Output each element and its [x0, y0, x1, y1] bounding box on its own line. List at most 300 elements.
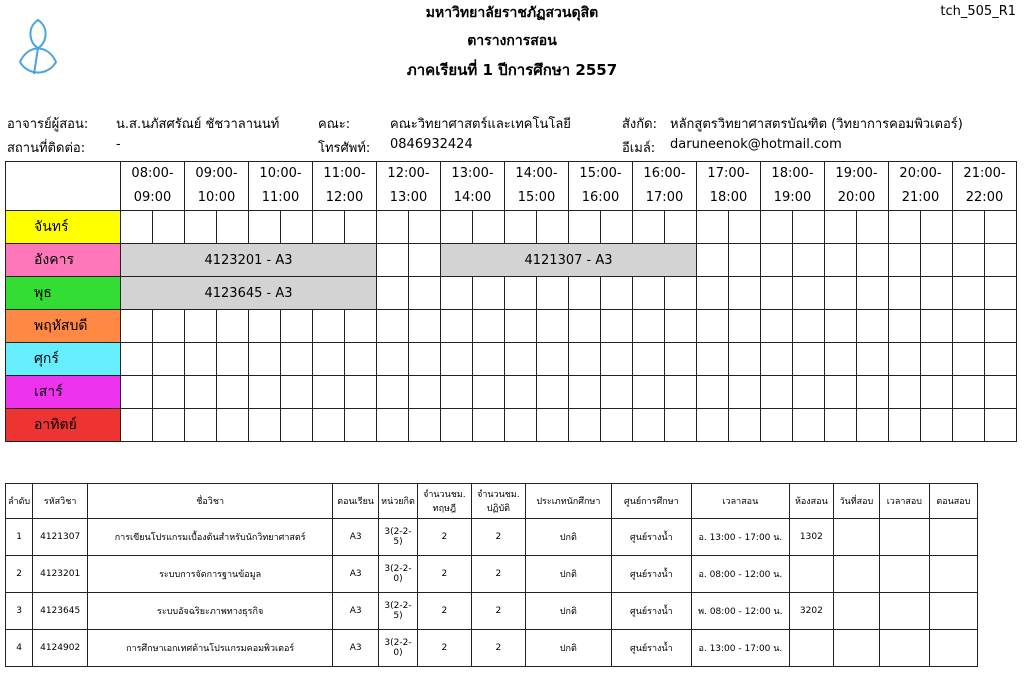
email-value: daruneenok@hotmail.com — [670, 137, 842, 152]
empty-cell — [313, 376, 345, 409]
empty-cell — [121, 376, 153, 409]
empty-cell — [185, 376, 217, 409]
day-row — [6, 244, 1017, 277]
empty-cell — [889, 310, 921, 343]
empty-cell — [633, 277, 665, 310]
course-header-cell: รหัสวิชา — [33, 484, 88, 519]
time-slot-start: 15:00- — [579, 166, 622, 181]
empty-cell — [473, 277, 505, 310]
empty-cell — [921, 244, 953, 277]
day-label: อังคาร — [6, 244, 121, 277]
empty-cell — [601, 343, 633, 376]
university-name: มหาวิทยาลัยราชภัฏสวนดุสิต — [425, 5, 599, 21]
empty-cell — [633, 211, 665, 244]
empty-cell — [441, 310, 473, 343]
course-header-cell: ตอนเรียน — [333, 484, 379, 519]
empty-cell — [825, 277, 857, 310]
time-slot-end: 18:00 — [709, 190, 748, 205]
instructor-label: อาจารย์ผู้สอน: — [7, 117, 89, 132]
empty-cell — [665, 310, 697, 343]
empty-cell — [921, 277, 953, 310]
empty-cell — [633, 376, 665, 409]
empty-cell — [761, 343, 793, 376]
empty-cell — [217, 376, 249, 409]
course-cell: A3 — [333, 519, 379, 556]
time-slot-start: 12:00- — [387, 166, 430, 181]
time-slot-end: 16:00 — [581, 190, 620, 205]
course-cell: 3202 — [789, 593, 833, 630]
department-value: หลักสูตรวิทยาศาสตรบัณฑิต (วิทยาการคอมพิวเตอร์) — [670, 117, 963, 132]
empty-cell — [729, 376, 761, 409]
day-row — [6, 376, 1017, 409]
course-cell: 4124902 — [33, 630, 88, 667]
empty-cell — [409, 409, 441, 442]
course-cell: 2 — [471, 593, 525, 630]
empty-cell — [441, 211, 473, 244]
empty-cell — [185, 343, 217, 376]
empty-cell — [857, 211, 889, 244]
empty-cell — [249, 343, 281, 376]
empty-cell — [633, 343, 665, 376]
course-header-cell: ห้องสอน — [789, 484, 833, 519]
empty-cell — [281, 310, 313, 343]
day-label: เสาร์ — [6, 376, 121, 409]
time-slot-end: 09:00 — [133, 190, 172, 205]
empty-cell — [569, 343, 601, 376]
empty-cell — [697, 409, 729, 442]
empty-cell — [793, 409, 825, 442]
empty-cell — [153, 409, 185, 442]
empty-cell — [505, 211, 537, 244]
empty-cell — [377, 277, 409, 310]
empty-cell — [537, 376, 569, 409]
empty-cell — [569, 376, 601, 409]
empty-cell — [377, 244, 409, 277]
time-slot-header — [249, 162, 313, 211]
document-id: tch_505_R1 — [940, 4, 1016, 19]
course-cell: พ. 08:00 - 12:00 น. — [691, 593, 789, 630]
course-header-cell: ศูนย์การศึกษา — [611, 484, 691, 519]
course-cell: ปกติ — [525, 593, 611, 630]
empty-cell — [345, 409, 377, 442]
course-cell: 3(2-2-5) — [379, 593, 418, 630]
faculty-label: คณะ: — [318, 117, 351, 132]
course-cell: 3 — [6, 593, 33, 630]
empty-cell — [857, 244, 889, 277]
empty-cell — [857, 343, 889, 376]
empty-cell — [185, 211, 217, 244]
time-slot-end: 13:00 — [389, 190, 428, 205]
time-slot-header — [697, 162, 761, 211]
time-slot-header — [761, 162, 825, 211]
empty-cell — [537, 211, 569, 244]
time-slot-end: 12:00 — [325, 190, 364, 205]
course-cell: การศึกษาเอกเทศด้านโปรแกรมคอมพิวเตอร์ — [88, 630, 333, 667]
course-row — [6, 519, 978, 556]
course-cell: A3 — [333, 556, 379, 593]
course-cell: 2 — [471, 556, 525, 593]
course-cell: การเขียนโปรแกรมเบื้องต้นสำหรับนักวิทยาศาสตร์ — [88, 519, 333, 556]
empty-cell — [953, 244, 985, 277]
empty-cell — [889, 244, 921, 277]
empty-cell — [953, 310, 985, 343]
empty-cell — [377, 211, 409, 244]
time-slot-header — [889, 162, 953, 211]
course-header-cell: ลำดับ — [6, 484, 33, 519]
course-cell: 4121307 — [33, 519, 88, 556]
course-cell: อ. 13:00 - 17:00 น. — [691, 630, 789, 667]
empty-cell — [985, 409, 1017, 442]
course-row — [6, 593, 978, 630]
empty-cell — [761, 310, 793, 343]
empty-cell — [345, 343, 377, 376]
time-slot-start: 17:00- — [707, 166, 750, 181]
empty-cell — [729, 343, 761, 376]
empty-cell — [665, 409, 697, 442]
time-slot-header — [185, 162, 249, 211]
empty-cell — [857, 409, 889, 442]
empty-cell — [953, 211, 985, 244]
empty-cell — [217, 310, 249, 343]
empty-cell — [729, 244, 761, 277]
course-cell: 3(2-2-0) — [379, 630, 418, 667]
empty-cell — [153, 310, 185, 343]
empty-cell — [313, 343, 345, 376]
time-slot-start: 18:00- — [771, 166, 814, 181]
department-label: สังกัด: — [622, 117, 657, 132]
empty-cell — [793, 211, 825, 244]
empty-cell — [825, 244, 857, 277]
empty-cell — [121, 211, 153, 244]
course-cell: 2 — [417, 630, 471, 667]
course-cell: ปกติ — [525, 519, 611, 556]
empty-cell — [601, 277, 633, 310]
course-cell: 2 — [417, 519, 471, 556]
time-slot-header — [569, 162, 633, 211]
phone-value: 0846932424 — [390, 137, 473, 152]
course-cell: A3 — [333, 630, 379, 667]
course-header-cell: วันที่สอบ — [833, 484, 879, 519]
empty-cell — [985, 343, 1017, 376]
empty-cell — [121, 343, 153, 376]
course-cell: 2 — [417, 556, 471, 593]
day-label: พฤหัสบดี — [6, 310, 121, 343]
empty-cell — [697, 211, 729, 244]
empty-cell — [281, 409, 313, 442]
course-row — [6, 630, 978, 667]
empty-cell — [601, 376, 633, 409]
course-cell: 1302 — [789, 519, 833, 556]
empty-cell — [473, 376, 505, 409]
empty-cell — [857, 310, 889, 343]
empty-cell — [761, 244, 793, 277]
empty-cell — [633, 310, 665, 343]
empty-cell — [985, 211, 1017, 244]
time-slot-header — [121, 162, 185, 211]
course-cell — [929, 630, 977, 667]
course-cell: ศูนย์รางน้ำ — [611, 519, 691, 556]
course-cell: 3(2-2-0) — [379, 556, 418, 593]
empty-cell — [569, 211, 601, 244]
empty-cell — [569, 310, 601, 343]
course-header-cell: หน่วยกิต — [379, 484, 418, 519]
time-slot-start: 08:00- — [131, 166, 174, 181]
empty-cell — [345, 310, 377, 343]
time-slot-start: 09:00- — [195, 166, 238, 181]
contact-label: สถานที่ติดต่อ: — [7, 141, 86, 156]
email-label: อีเมล์: — [622, 141, 656, 156]
empty-cell — [153, 211, 185, 244]
course-cell: ศูนย์รางน้ำ — [611, 630, 691, 667]
empty-cell — [793, 244, 825, 277]
time-slot-end: 14:00 — [453, 190, 492, 205]
empty-cell — [281, 343, 313, 376]
empty-cell — [345, 211, 377, 244]
empty-cell — [793, 376, 825, 409]
empty-cell — [921, 376, 953, 409]
empty-cell — [665, 277, 697, 310]
time-slot-end: 20:00 — [837, 190, 876, 205]
empty-cell — [313, 409, 345, 442]
time-slot-end: 19:00 — [773, 190, 812, 205]
course-header-cell: เวลาสอบ — [879, 484, 929, 519]
empty-cell — [825, 376, 857, 409]
faculty-value: คณะวิทยาศาสตร์และเทคโนโลยี — [390, 117, 571, 132]
course-row — [6, 556, 978, 593]
course-cell: ศูนย์รางน้ำ — [611, 556, 691, 593]
course-cell: อ. 13:00 - 17:00 น. — [691, 519, 789, 556]
empty-cell — [729, 409, 761, 442]
empty-cell — [473, 211, 505, 244]
course-cell: ระบบอัจฉริยะภาพทางธุรกิจ — [88, 593, 333, 630]
empty-cell — [889, 343, 921, 376]
phone-label: โทรศัพท์: — [318, 141, 371, 156]
course-cell — [879, 519, 929, 556]
empty-cell — [729, 310, 761, 343]
empty-cell — [953, 277, 985, 310]
course-header-cell: เวลาสอน — [691, 484, 789, 519]
course-header-cell: ตอนสอบ — [929, 484, 977, 519]
empty-cell — [345, 376, 377, 409]
course-cell: อ. 08:00 - 12:00 น. — [691, 556, 789, 593]
empty-cell — [185, 310, 217, 343]
empty-cell — [729, 277, 761, 310]
instructor-name: น.ส.นภัสศรัณย์ ชัชวาลานนท์ — [116, 117, 280, 132]
day-label: อาทิตย์ — [6, 409, 121, 442]
time-slot-end: 10:00 — [197, 190, 236, 205]
empty-cell — [569, 409, 601, 442]
empty-cell — [921, 310, 953, 343]
empty-cell — [601, 409, 633, 442]
empty-cell — [697, 310, 729, 343]
course-cell: ศูนย์รางน้ำ — [611, 593, 691, 630]
empty-cell — [537, 310, 569, 343]
empty-cell — [761, 376, 793, 409]
empty-cell — [889, 409, 921, 442]
empty-cell — [697, 376, 729, 409]
time-slot-start: 20:00- — [899, 166, 942, 181]
day-row — [6, 343, 1017, 376]
empty-cell — [409, 343, 441, 376]
empty-cell — [185, 409, 217, 442]
empty-cell — [377, 376, 409, 409]
empty-cell — [793, 343, 825, 376]
empty-cell — [825, 409, 857, 442]
empty-cell — [793, 277, 825, 310]
empty-cell — [825, 211, 857, 244]
time-slot-start: 19:00- — [835, 166, 878, 181]
course-cell — [789, 556, 833, 593]
empty-cell — [537, 277, 569, 310]
document-title: ตารางการสอน — [467, 33, 557, 49]
course-cell — [789, 630, 833, 667]
empty-cell — [249, 310, 281, 343]
empty-cell — [921, 409, 953, 442]
empty-cell — [505, 310, 537, 343]
empty-cell — [505, 376, 537, 409]
course-list-table — [5, 483, 978, 667]
empty-cell — [409, 211, 441, 244]
empty-cell — [601, 310, 633, 343]
empty-cell — [697, 277, 729, 310]
time-slot-start: 21:00- — [963, 166, 1006, 181]
course-cell: ปกติ — [525, 556, 611, 593]
time-slot-header — [377, 162, 441, 211]
course-cell: 4123201 — [33, 556, 88, 593]
empty-cell — [761, 409, 793, 442]
time-slot-start: 10:00- — [259, 166, 302, 181]
empty-cell — [697, 244, 729, 277]
empty-cell — [409, 310, 441, 343]
course-cell: 4123645 — [33, 593, 88, 630]
empty-cell — [281, 211, 313, 244]
empty-cell — [537, 343, 569, 376]
empty-cell — [921, 211, 953, 244]
empty-cell — [441, 343, 473, 376]
course-cell — [833, 519, 879, 556]
empty-cell — [409, 376, 441, 409]
empty-cell — [217, 343, 249, 376]
empty-cell — [985, 310, 1017, 343]
empty-cell — [921, 343, 953, 376]
time-slot-header — [505, 162, 569, 211]
day-label: พุธ — [6, 277, 121, 310]
course-cell: ระบบการจัดการฐานข้อมูล — [88, 556, 333, 593]
empty-cell — [953, 376, 985, 409]
empty-cell — [985, 376, 1017, 409]
course-header-cell: ชื่อวิชา — [88, 484, 333, 519]
empty-cell — [377, 409, 409, 442]
empty-cell — [505, 343, 537, 376]
course-header-cell: ประเภทนักศึกษา — [525, 484, 611, 519]
time-slot-end: 21:00 — [901, 190, 940, 205]
grid-corner — [6, 162, 121, 211]
empty-cell — [217, 211, 249, 244]
empty-cell — [121, 409, 153, 442]
empty-cell — [473, 343, 505, 376]
time-slot-start: 14:00- — [515, 166, 558, 181]
empty-cell — [729, 211, 761, 244]
empty-cell — [313, 310, 345, 343]
time-slot-end: 17:00 — [645, 190, 684, 205]
empty-cell — [889, 277, 921, 310]
course-cell: 2 — [417, 593, 471, 630]
class-block: 4123201 - A3 — [121, 244, 377, 277]
empty-cell — [441, 277, 473, 310]
time-slot-header — [313, 162, 377, 211]
time-slot-start: 13:00- — [451, 166, 494, 181]
course-cell — [833, 593, 879, 630]
course-cell — [833, 556, 879, 593]
day-row — [6, 409, 1017, 442]
empty-cell — [441, 409, 473, 442]
day-label: จันทร์ — [6, 211, 121, 244]
class-block: 4123645 - A3 — [121, 277, 377, 310]
empty-cell — [601, 211, 633, 244]
time-slot-end: 15:00 — [517, 190, 556, 205]
empty-cell — [569, 277, 601, 310]
course-cell: A3 — [333, 593, 379, 630]
day-label: ศุกร์ — [6, 343, 121, 376]
course-cell: ปกติ — [525, 630, 611, 667]
course-cell — [929, 593, 977, 630]
time-slot-header — [441, 162, 505, 211]
empty-cell — [313, 211, 345, 244]
course-cell — [879, 556, 929, 593]
course-cell: 1 — [6, 519, 33, 556]
course-cell: 4 — [6, 630, 33, 667]
empty-cell — [825, 310, 857, 343]
day-row — [6, 211, 1017, 244]
empty-cell — [377, 343, 409, 376]
empty-cell — [249, 409, 281, 442]
empty-cell — [249, 211, 281, 244]
empty-cell — [889, 376, 921, 409]
timetable-grid — [5, 161, 1017, 442]
empty-cell — [505, 409, 537, 442]
empty-cell — [953, 343, 985, 376]
class-block: 4121307 - A3 — [441, 244, 697, 277]
course-header-cell: จำนวนชม. ทฤษฎี — [417, 484, 471, 519]
empty-cell — [153, 343, 185, 376]
empty-cell — [537, 409, 569, 442]
course-cell: 2 — [6, 556, 33, 593]
course-header-cell: จำนวนชม. ปฏิบัติ — [471, 484, 525, 519]
empty-cell — [825, 343, 857, 376]
course-cell: 2 — [471, 519, 525, 556]
day-row — [6, 310, 1017, 343]
empty-cell — [857, 277, 889, 310]
empty-cell — [761, 277, 793, 310]
empty-cell — [473, 409, 505, 442]
empty-cell — [985, 244, 1017, 277]
empty-cell — [121, 310, 153, 343]
course-cell — [833, 630, 879, 667]
empty-cell — [889, 211, 921, 244]
empty-cell — [857, 376, 889, 409]
empty-cell — [633, 409, 665, 442]
time-slot-header — [633, 162, 697, 211]
empty-cell — [281, 376, 313, 409]
course-cell: 3(2-2-5) — [379, 519, 418, 556]
time-slot-header — [953, 162, 1017, 211]
empty-cell — [985, 277, 1017, 310]
empty-cell — [409, 244, 441, 277]
contact-value: - — [116, 137, 121, 152]
empty-cell — [953, 409, 985, 442]
time-slot-header — [825, 162, 889, 211]
empty-cell — [377, 310, 409, 343]
